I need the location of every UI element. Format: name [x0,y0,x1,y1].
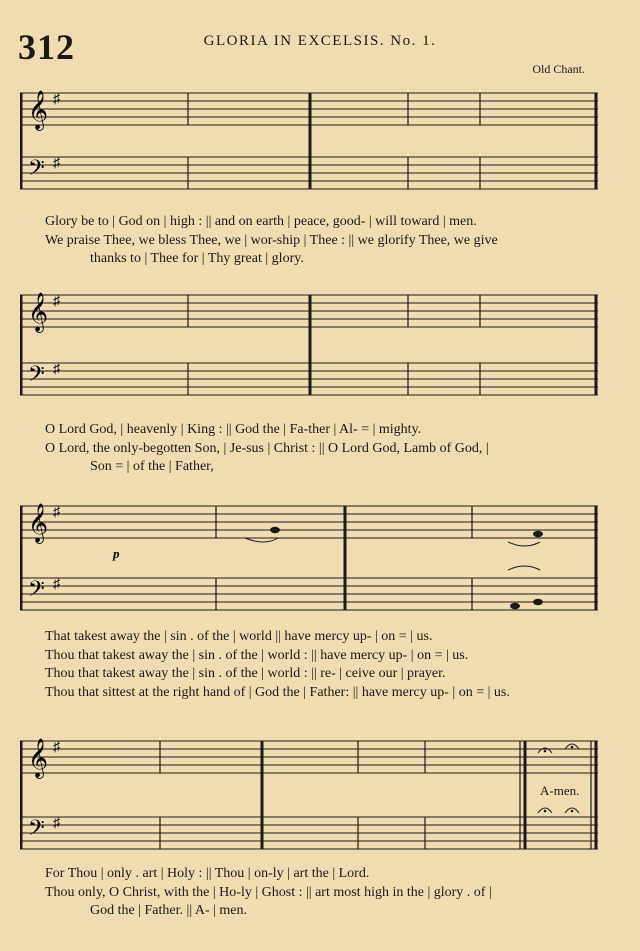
key-sharp-treble: ♯ [53,740,60,755]
lyric-line: Thou that sittest at the right hand of | God the | Father: || have mercy up- | on = | us. [45,684,510,700]
music-system-1 [20,85,598,197]
bass-clef-icon: 𝄢 [28,156,45,186]
notes [111,300,572,395]
bass-clef-icon: 𝄢 [28,816,45,846]
music-system-3 [20,498,598,620]
verse-4 [45,865,605,921]
lyric-line: God the | Father. || A- | men. [90,903,248,918]
notes [126,515,572,606]
lyric-line: O Lord God, | heavenly | King : || God the | Fa-ther | Al- = | mighty. [45,422,422,437]
key-sharp-bass: ♯ [53,816,60,831]
verse-1 [45,213,605,269]
amen-label: A-men. [540,783,580,798]
music-system-2 [20,287,598,405]
treble-clef-icon: 𝄞 [28,90,49,130]
music-system-4 [20,733,598,858]
lyric-line: Son = | of the | Father, [90,459,214,474]
lyric-line: For Thou | only . art | Holy : || Thou | on-ly | art the | Lord. [45,866,370,881]
lyric-line: thanks to | Thee for | Thy great | glory. [90,251,304,266]
verse-3 [45,628,605,702]
key-sharp-treble: ♯ [53,294,60,309]
page-number: 312 [18,27,75,67]
hymn-title: GLORIA IN EXCELSIS. No. 1. [203,33,437,49]
notes [94,742,578,849]
treble-clef-icon: 𝄞 [28,292,49,332]
key-sharp-bass: ♯ [53,577,60,592]
slurs [245,538,540,570]
treble-clef-icon: 𝄞 [28,738,49,778]
lyric-line: Thou that takest away the | sin . of the | world : || re- | ceive our | prayer. [45,666,446,681]
composer-attribution: Old Chant. [532,62,585,76]
dynamic-piano: p [113,546,120,561]
key-sharp-bass: ♯ [53,156,60,171]
verse-2 [45,421,605,477]
lyric-line: Thou only, O Christ, with the | Ho-ly | Ghost : || art most high in the | glory . of | [45,884,492,900]
lyric-line: Glory be to | God on | high : || and on earth | peace, good- | will toward | men. [45,214,477,229]
treble-clef-icon: 𝄞 [28,503,49,543]
key-sharp-bass: ♯ [53,362,60,377]
bass-clef-icon: 𝄢 [28,362,45,392]
fermata-icon [538,744,579,813]
lyric-line: Thou that takest away the | sin . of the | world : || have mercy up- | on = | us. [45,647,469,663]
lyric-line: We praise Thee, we bless Thee, we | wor-ship | Thee : || we glorify Thee, we give [45,232,498,248]
key-sharp-treble: ♯ [53,92,60,107]
notes [111,94,582,193]
key-sharp-treble: ♯ [53,505,60,520]
lyric-line: O Lord, the only-begotten Son, | Je-sus | Christ : || O Lord God, Lamb of God, | [45,440,489,456]
lyric-line: That takest away the | sin . of the | world || have mercy up- | on = | us. [45,629,433,644]
quarter-notes [270,527,543,609]
bass-clef-icon: 𝄢 [28,577,45,607]
